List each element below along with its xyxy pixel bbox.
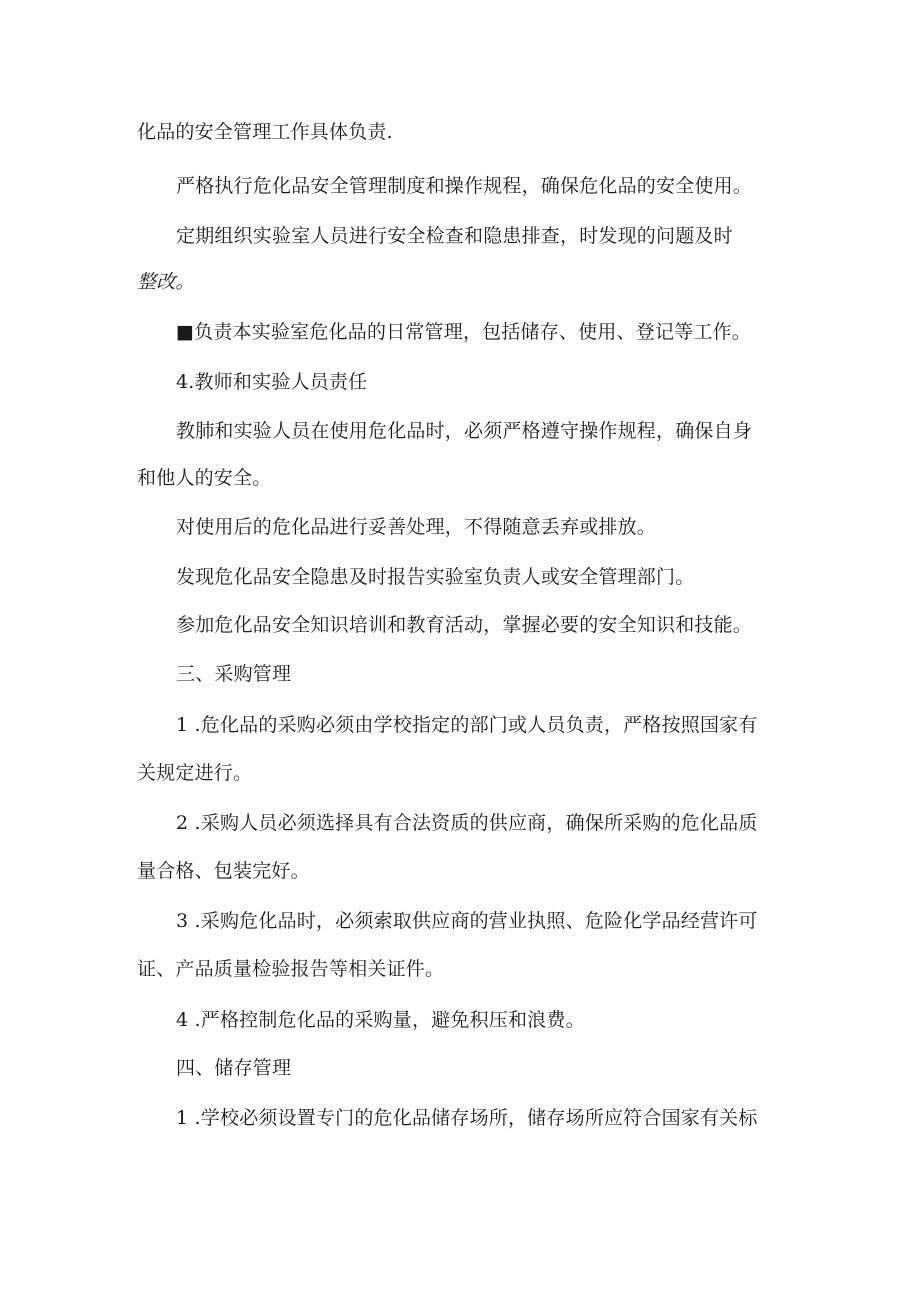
text-line-11: 参加危化品安全知识培训和教育活动，掌握必要的安全知识和技能。	[176, 614, 753, 636]
text-line-5: ■负责本实验室危化品的日常管理，包括储存、使用、登记等工作。	[176, 321, 751, 343]
text-line-3: 定期组织实验室人员进行安全检查和隐患排查，时发现的问题及时	[176, 225, 733, 247]
text-line-14: 关规定进行。	[137, 762, 253, 784]
text-line-9: 对使用后的危化品进行妥善处理，不得随意丢弃或排放。	[176, 516, 657, 538]
text-line-4: 整改。	[137, 271, 195, 293]
text-line-21: 1 .学校必须设置专门的危化品储存场所，储存场所应符合国家有关标	[176, 1107, 758, 1129]
text-line-17: 3 .采购危化品时，必须索取供应商的营业执照、危险化学品经营许可	[176, 910, 758, 932]
text-line-7: 教肺和实验人员在使用危化品时，必须严格遵守操作规程，确保自身	[176, 420, 753, 442]
text-line-19: 4 .严格控制危化品的采购量，避免积压和浪费。	[176, 1009, 585, 1031]
section-heading-procurement: 三、采购管理	[176, 663, 292, 685]
text-line-13: 1 .危化品的采购必须由学校指定的部门或人员负责，严格按照国家有	[176, 714, 758, 736]
section-heading-storage: 四、储存管理	[176, 1057, 292, 1079]
text-line-1: 化品的安全管理工作具体负责.	[137, 121, 393, 143]
section-heading-teacher-responsibility: 4.教师和实验人员责任	[176, 371, 368, 393]
text-line-16: 量合格、包装完好。	[137, 860, 310, 882]
text-line-18: 证、产品质量检验报告等相关证件。	[137, 958, 445, 980]
text-line-10: 发现危化品安全隐患及时报告实验室负责人或安全管理部门。	[176, 566, 695, 588]
text-line-8: 和他人的安全。	[137, 467, 272, 489]
text-line-2: 严格执行危化品安全管理制度和操作规程，确保危化品的安全使用。	[176, 175, 753, 197]
text-line-15: 2 .采购人员必须选择具有合法资质的供应商，确保所采购的危化品质	[176, 812, 758, 834]
